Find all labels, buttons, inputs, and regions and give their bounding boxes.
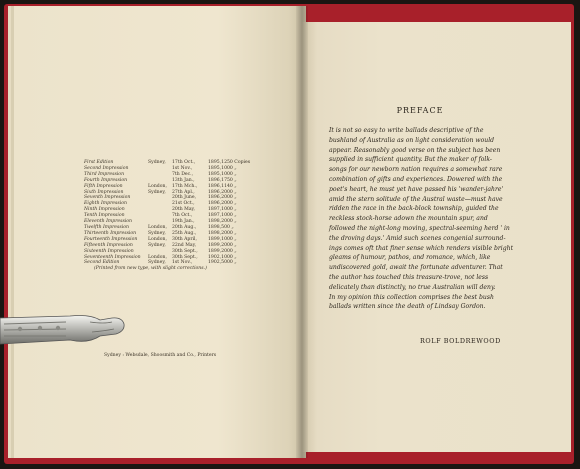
impression-year: 1898, bbox=[208, 230, 222, 236]
book-gutter bbox=[296, 6, 308, 458]
impressions-table bbox=[84, 160, 284, 272]
impression-place: Sydney, bbox=[148, 260, 166, 266]
impression-copies: 2000 „ bbox=[221, 195, 237, 201]
preface-line: reckless stock-horse adown the mountain spur, and bbox=[329, 215, 488, 223]
impression-year: 1895, bbox=[208, 171, 222, 177]
impression-date: 7th Dec., bbox=[172, 171, 194, 177]
impression-name: Sixteenth Impression bbox=[84, 248, 134, 254]
impression-copies: 2000 „ bbox=[221, 219, 237, 225]
printer-line: Sydney : Websdale, Shoosmith and Co., Printers bbox=[104, 353, 217, 358]
impression-copies: 2000 „ bbox=[221, 248, 237, 254]
impression-name: Fifth Impression bbox=[84, 183, 123, 189]
preface-line: gleams of humour, pathos, and romance, which, like bbox=[329, 254, 491, 262]
preface-line: supplied in sufficient quantity. But the maker of folk- bbox=[329, 156, 492, 164]
impression-date: 13th Jan., bbox=[172, 177, 195, 183]
impression-year: 1896, bbox=[208, 201, 222, 207]
preface-title: PREFACE bbox=[396, 106, 444, 115]
impression-year: 1897, bbox=[208, 207, 222, 213]
impression-copies: 2000 „ bbox=[221, 230, 237, 236]
impression-place: Sydney, bbox=[148, 230, 166, 236]
impression-date: 21st Oct., bbox=[172, 201, 195, 207]
impression-name: Second Edition bbox=[84, 260, 120, 266]
impression-date: 19th Jan., bbox=[172, 219, 195, 225]
preface-line: ridden the race in the back-block township, guided the bbox=[329, 205, 499, 213]
impression-date: 20th May, bbox=[172, 207, 195, 213]
impression-copies: 1000 „ bbox=[221, 207, 237, 213]
impression-date: 30th Sept., bbox=[172, 248, 198, 254]
impression-place: Sydney, bbox=[148, 189, 166, 195]
impression-year: 1899, bbox=[208, 248, 222, 254]
impression-name: Eighth Impression bbox=[84, 201, 127, 207]
preface-line: songs for our newborn nation requires a somewhat rare bbox=[329, 166, 503, 174]
impression-date: 17th Oct., bbox=[172, 160, 196, 165]
impression-copies: 1000 „ bbox=[221, 254, 237, 260]
impression-copies: 1000 „ bbox=[221, 213, 237, 219]
impression-year: 1899, bbox=[208, 242, 222, 248]
impression-date: 1st Nov., bbox=[172, 260, 193, 266]
impression-date: 22nd May, bbox=[172, 242, 197, 248]
impression-name: Second Impression bbox=[84, 165, 129, 171]
preface-line: amid the stern solitude of the Austral waste—must have bbox=[329, 195, 503, 203]
impressions-note: (Printed from new type, with slight corrections.) bbox=[94, 266, 207, 272]
preface-line: undiscovered gold, await the fortunate adventurer. That bbox=[329, 264, 503, 272]
impression-copies: 2000 „ bbox=[221, 242, 237, 248]
impression-date: 20th June, bbox=[172, 195, 197, 201]
preface-body bbox=[329, 126, 555, 312]
impression-place: Sydney, bbox=[148, 160, 166, 165]
preface-line: combination of gifts and experiences. Dowered with the bbox=[329, 175, 503, 183]
impression-name: Seventeenth Impression bbox=[84, 254, 141, 260]
impression-year: 1898, bbox=[208, 224, 222, 230]
impression-name: Twelfth Impression bbox=[84, 224, 129, 230]
impression-date: 1st Nov., bbox=[172, 165, 193, 171]
preface-line: the droving days.' Amid such scenes congenial surround- bbox=[329, 234, 506, 242]
impression-date: 27th Apl., bbox=[172, 189, 195, 195]
impression-date: 30th April, bbox=[172, 236, 197, 242]
impression-copies: 2000 „ bbox=[221, 189, 237, 195]
impression-copies: 1750 „ bbox=[221, 177, 237, 183]
preface-line: appear. Reasonably good verse on the subject has been bbox=[329, 146, 501, 154]
impression-copies: 1000 „ bbox=[221, 165, 237, 171]
impression-year: 1902, bbox=[208, 254, 222, 260]
preface-line: ballads written since the death of Lindsay Gordon. bbox=[329, 303, 486, 311]
impression-year: 1897, bbox=[208, 213, 222, 219]
impression-year: 1896, bbox=[208, 189, 222, 195]
preface-line: In my opinion this collection comprises the best bush bbox=[329, 293, 494, 301]
preface-line: poet's heart, he must yet have passed his 'wander-jahre' bbox=[329, 185, 504, 193]
impression-name: Fourth Impression bbox=[84, 177, 128, 183]
impression-date: 20th Aug., bbox=[172, 224, 197, 230]
impression-place: London, bbox=[148, 254, 167, 260]
impression-place: London, bbox=[148, 236, 167, 242]
impression-place: London, bbox=[148, 183, 167, 189]
impression-year: 1895, bbox=[208, 160, 222, 165]
impression-name: Third Impression bbox=[84, 171, 125, 177]
impression-year: 1895, bbox=[208, 165, 222, 171]
preface-signature: ROLF BOLDREWOOD bbox=[420, 337, 501, 345]
preface-line: followed the night-long moving, spectral-seeming herd ' in bbox=[329, 224, 510, 232]
impression-copies: 1000 „ bbox=[221, 236, 237, 242]
impression-year: 1898, bbox=[208, 219, 222, 225]
impression-date: 25th Aug., bbox=[172, 230, 197, 236]
impression-name: Sixth Impression bbox=[84, 189, 124, 195]
preface-line: bushland of Australia as on light consideration would bbox=[329, 136, 495, 144]
silver-book-weight-icon bbox=[0, 298, 130, 358]
impression-name: Tenth Impression bbox=[84, 213, 125, 219]
impression-name: Ninth Impression bbox=[84, 207, 125, 213]
impression-date: 17th Mch., bbox=[172, 183, 198, 189]
impression-name: Thirteenth Impression bbox=[84, 230, 137, 236]
impression-copies: 5000 „ bbox=[221, 260, 237, 266]
impression-year: 1896, bbox=[208, 183, 222, 189]
impression-copies: 500 „ bbox=[221, 224, 234, 230]
impression-copies: 1140 „ bbox=[221, 183, 237, 189]
impression-name: Eleventh Impression bbox=[84, 219, 133, 225]
impression-copies: 1000 „ bbox=[221, 171, 237, 177]
impression-year: 1896, bbox=[208, 177, 222, 183]
impression-copies: 1250 Copies bbox=[221, 160, 251, 165]
preface-line: It is not so easy to write ballads descriptive of the bbox=[329, 127, 484, 134]
preface-line: the author has touched this treasure-trove, not less bbox=[329, 273, 489, 281]
preface-line: delicately than distinctly, no true Australian will deny. bbox=[329, 283, 496, 291]
impression-year: 1902, bbox=[208, 260, 222, 266]
impression-date: 7th Oct., bbox=[172, 213, 193, 219]
impression-place: Sydney, bbox=[148, 242, 166, 248]
impression-name: First Edition bbox=[84, 160, 114, 165]
preface-line: ings comes oft that finer sense which renders visible bright bbox=[329, 244, 514, 252]
impression-year: 1896, bbox=[208, 195, 222, 201]
impression-place: London, bbox=[148, 224, 167, 230]
impression-name: Seventh Impression bbox=[84, 195, 131, 201]
impression-copies: 2000 „ bbox=[221, 201, 237, 207]
impression-date: 30th Sept., bbox=[172, 254, 198, 260]
impression-name: Fifteenth Impression bbox=[84, 242, 133, 248]
impression-name: Fourteenth Impression bbox=[84, 236, 138, 242]
impression-year: 1899, bbox=[208, 236, 222, 242]
